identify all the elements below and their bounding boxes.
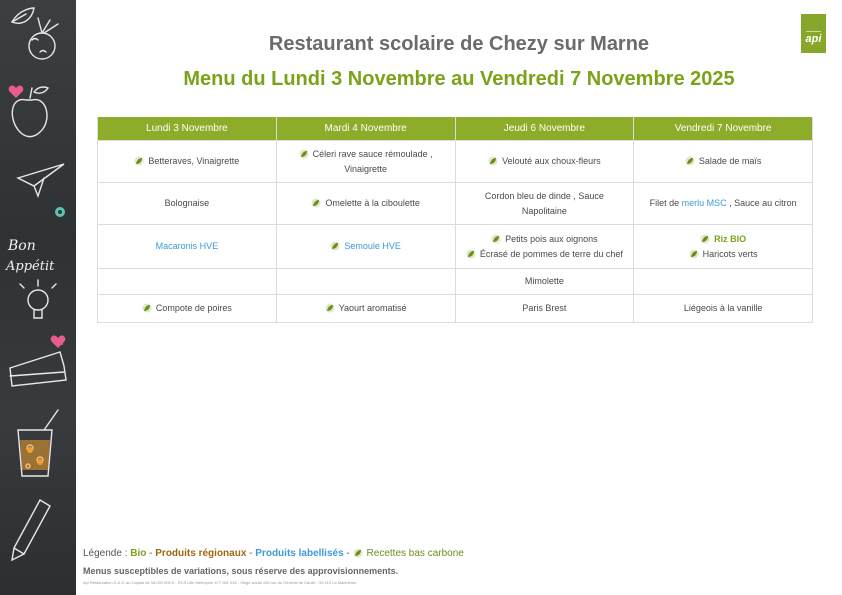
menu-cell <box>276 295 455 323</box>
pencil-icon <box>12 500 50 560</box>
menu-cell <box>276 269 455 295</box>
carbon-leaf-icon <box>466 249 476 259</box>
labelled-product: merlu MSC <box>681 198 727 208</box>
chalk-doodles <box>0 0 76 595</box>
menu-row <box>98 295 813 323</box>
dish-line <box>640 247 806 262</box>
dish-name: Céleri rave sauce rémoulade , Vinaigrette <box>312 148 433 174</box>
dish-name: Velouté aux choux-fleurs <box>502 156 601 166</box>
legend-separator: - <box>343 548 353 559</box>
carbon-leaf-icon <box>134 156 144 166</box>
dish-name: Cordon bleu de dinde , Sauce Napolitaine <box>484 190 604 216</box>
menu-cell <box>634 225 813 269</box>
menu-cell <box>634 183 813 225</box>
dish-name: Betteraves, Vinaigrette <box>148 156 240 166</box>
lightbulb-icon <box>20 280 56 318</box>
menu-cell <box>98 269 277 295</box>
carbon-leaf-icon <box>311 198 321 208</box>
bon-text: Bon <box>8 238 36 254</box>
menu-row <box>98 141 813 183</box>
carbon-leaf-icon <box>685 156 695 166</box>
disclaimer-note: Menus susceptibles de variations, sous réserve des approvisionnements. <box>83 566 399 576</box>
labelled-product: Semoule HVE <box>344 241 401 251</box>
menu-cell <box>276 225 455 269</box>
carbon-leaf-icon <box>700 234 710 244</box>
day-header: Mardi 4 Novembre <box>276 117 455 141</box>
menu-cell <box>276 141 455 183</box>
carbon-leaf-icon <box>689 249 699 259</box>
menu-row <box>98 183 813 225</box>
dish-name: , Sauce au citron <box>726 198 797 208</box>
labelled-product: Macaronis HVE <box>155 241 219 251</box>
dish-name: Écrasé de pommes de terre du chef <box>479 248 623 259</box>
dish-name: Compote de poires <box>155 303 232 313</box>
day-header: Jeudi 6 Novembre <box>455 117 634 141</box>
carbon-leaf-icon <box>142 303 152 313</box>
menu-week-title: Menu du Lundi 3 Novembre au Vendredi 7 Novembre 2025 <box>183 68 735 90</box>
dish-name: Bolognaise <box>164 198 210 208</box>
chalkboard-sidebar <box>0 0 76 595</box>
dish-name: Omelette à la ciboulette <box>325 198 420 208</box>
carbon-leaf-icon <box>488 156 498 166</box>
carbon-leaf-icon <box>491 234 501 244</box>
day-header-row <box>98 117 813 141</box>
dish-name: Filet de <box>649 198 682 208</box>
dish-name: Salade de maïs <box>698 156 762 166</box>
day-header: Lundi 3 Novembre <box>98 117 277 141</box>
legend-separator: - <box>246 548 256 559</box>
legend-labelled: Produits labellisés <box>255 548 344 559</box>
dish-name: Liégeois à la vanille <box>683 303 763 313</box>
legend-separator: - <box>146 548 156 559</box>
menu-cell <box>634 141 813 183</box>
menu-cell <box>455 183 634 225</box>
carbon-leaf-icon <box>353 548 363 558</box>
menu-row <box>98 269 813 295</box>
leaf-icon <box>12 8 34 23</box>
menu-cell <box>98 141 277 183</box>
carbon-leaf-icon <box>325 303 335 313</box>
dish-name: Mimolette <box>524 276 564 286</box>
dish-line <box>462 232 628 247</box>
menu-cell <box>455 225 634 269</box>
dish-name: Yaourt aromatisé <box>338 303 407 313</box>
menu-table <box>97 117 813 323</box>
legend <box>83 548 464 559</box>
menu-cell <box>455 141 634 183</box>
legal-fine-print: Api Restauration S.A.S. au Capital de 18 000 000 € - RCS Lille Métropole 477 981 016 - Siège social 156 rue du Général de Gaulle - 59 110 La Madeleine <box>83 580 357 585</box>
api-logo: api <box>801 14 826 53</box>
cake-icon <box>10 341 66 386</box>
dish-name: Riz BIO <box>714 233 747 244</box>
heart-icon <box>51 335 66 348</box>
legend-prefix: Légende : <box>83 548 131 559</box>
dish-name: Petits pois aux oignons <box>505 233 598 244</box>
day-header: Vendredi 7 Novembre <box>634 117 813 141</box>
dish-name: Paris Brest <box>522 303 567 313</box>
dish-name: Haricots verts <box>702 248 758 259</box>
carbon-leaf-icon <box>330 241 340 251</box>
paper-plane-icon <box>18 164 64 196</box>
legend-carbon: Recettes bas carbone <box>366 548 464 559</box>
radish-icon <box>29 18 58 59</box>
dish-line <box>462 247 628 262</box>
menu-cell <box>276 183 455 225</box>
menu-cell <box>98 295 277 323</box>
appetit-text: Appétit <box>6 259 55 274</box>
page-title: Restaurant scolaire de Chezy sur Marne <box>268 33 650 55</box>
menu-cell <box>634 269 813 295</box>
menu-cell <box>634 295 813 323</box>
carbon-leaf-icon <box>299 149 309 159</box>
menu-cell <box>455 269 634 295</box>
gear-icon <box>58 210 62 214</box>
menu-row <box>98 225 813 269</box>
menu-cell <box>98 225 277 269</box>
legend-bio: Bio <box>130 548 147 559</box>
heart-icon <box>9 85 24 98</box>
dish-line <box>640 232 806 247</box>
legend-regional: Produits régionaux <box>155 548 247 559</box>
menu-cell <box>455 295 634 323</box>
menu-cell <box>98 183 277 225</box>
